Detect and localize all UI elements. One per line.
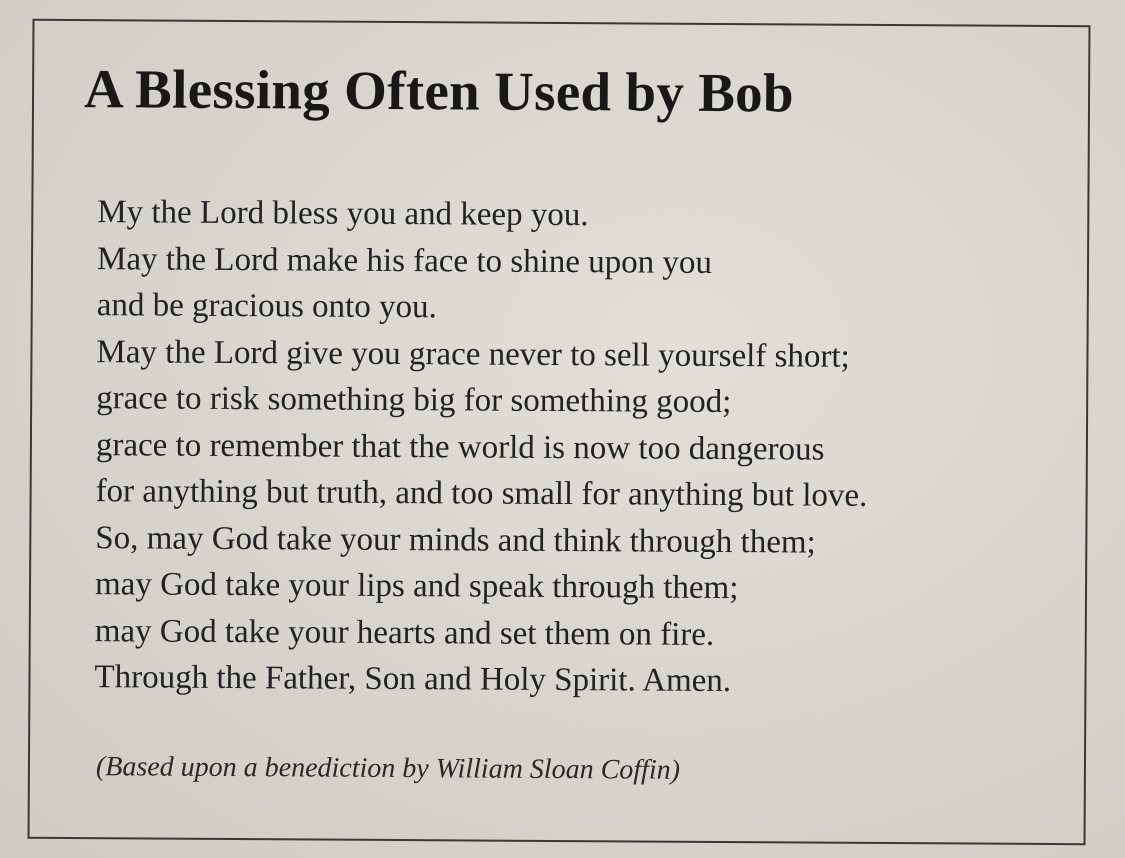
blessing-line: So, may God take your minds and think through them; (95, 519, 816, 561)
blessing-line: My the Lord bless you and keep you. (97, 194, 589, 234)
blessing-line: and be gracious onto you. (96, 287, 437, 326)
blessing-text (94, 189, 869, 705)
blessing-line: may God take your hearts and set them on fire. (94, 612, 715, 653)
blessing-line: may God take your lips and speak through them; (94, 566, 739, 607)
blessing-line: May the Lord give you grace never to sell yourself short; (96, 333, 850, 375)
page-title: A Blessing Often Used by Bob (83, 58, 795, 124)
blessing-line: Through the Father, Son and Holy Spirit. Amen. (94, 659, 732, 700)
blessing-line: grace to remember that the world is now too dangerous (95, 426, 825, 468)
blessing-line: May the Lord make his face to shine upon you (96, 240, 713, 281)
blessing-box (28, 19, 1091, 845)
attribution: (Based upon a benediction by William Sloan Coffin) (95, 751, 681, 786)
blessing-line: for anything but truth, and too small for anything but love. (95, 473, 868, 514)
blessing-line: grace to risk something big for something good; (96, 380, 732, 421)
